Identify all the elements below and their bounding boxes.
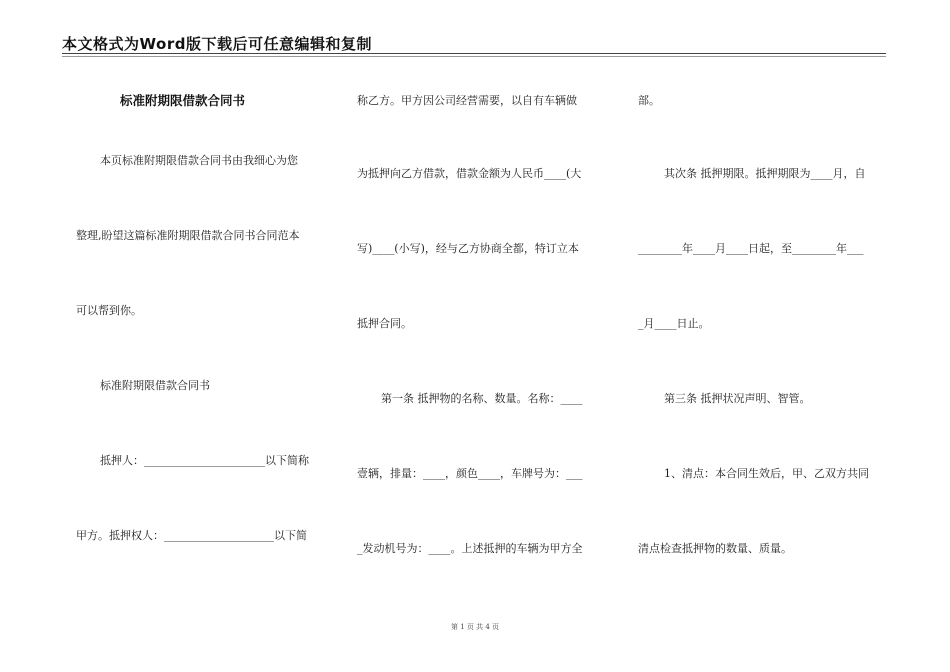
page-number-footer: 第 1 页 共 4 页 (450, 623, 500, 631)
paragraph-line: 称乙方。甲方因公司经营需要，以自有车辆做 (357, 94, 577, 107)
paragraph-line: 整理,盼望这篇标准附期限借款合同书合同范本 (76, 229, 300, 242)
section-heading: 标准附期限借款合同书 (100, 379, 210, 392)
paragraph-line: 壹辆，排量：____，颜色____，车牌号为：___ (357, 467, 583, 480)
paragraph-line: 抵押合同。 (357, 317, 412, 330)
paragraph-line: 甲方。抵押权人：____________________以下简 (76, 529, 307, 542)
paragraph-line: 为抵押向乙方借款，借款金额为人民币____(大 (357, 167, 582, 180)
paragraph-line: 写)____(小写)，经与乙方协商全都，特订立本 (357, 242, 579, 255)
paragraph-line: _发动机号为：____。上述抵押的车辆为甲方全 (357, 542, 583, 555)
paragraph-line: 本页标准附期限借款合同书由我细心为您 (100, 154, 298, 167)
paragraph-line: ________年____月____日起，至________年___ (638, 242, 864, 255)
paragraph-line: 清点检查抵押物的数量、质量。 (638, 542, 792, 555)
clause-heading: 第三条 抵押状况声明、智管。 (664, 392, 811, 405)
paragraph-line: 抵押人：______________________以下简称 (100, 454, 309, 467)
paragraph-line: _月____日止。 (638, 317, 710, 330)
paragraph-line: 部。 (638, 94, 660, 107)
paragraph-line: 1、清点：本合同生效后，甲、乙双方共同 (664, 467, 869, 480)
paragraph-line: 可以帮到你。 (76, 304, 142, 317)
document-title: 标准附期限借款合同书 (120, 93, 246, 108)
page-header: 本文格式为Word版下载后可任意编辑和复制 (62, 35, 372, 53)
header-divider-secondary (62, 56, 886, 57)
header-divider (62, 53, 886, 54)
clause-heading: 第一条 抵押物的名称、数量。名称：____ (381, 392, 583, 405)
clause-heading: 其次条 抵押期限。抵押期限为____月，自 (664, 167, 866, 180)
